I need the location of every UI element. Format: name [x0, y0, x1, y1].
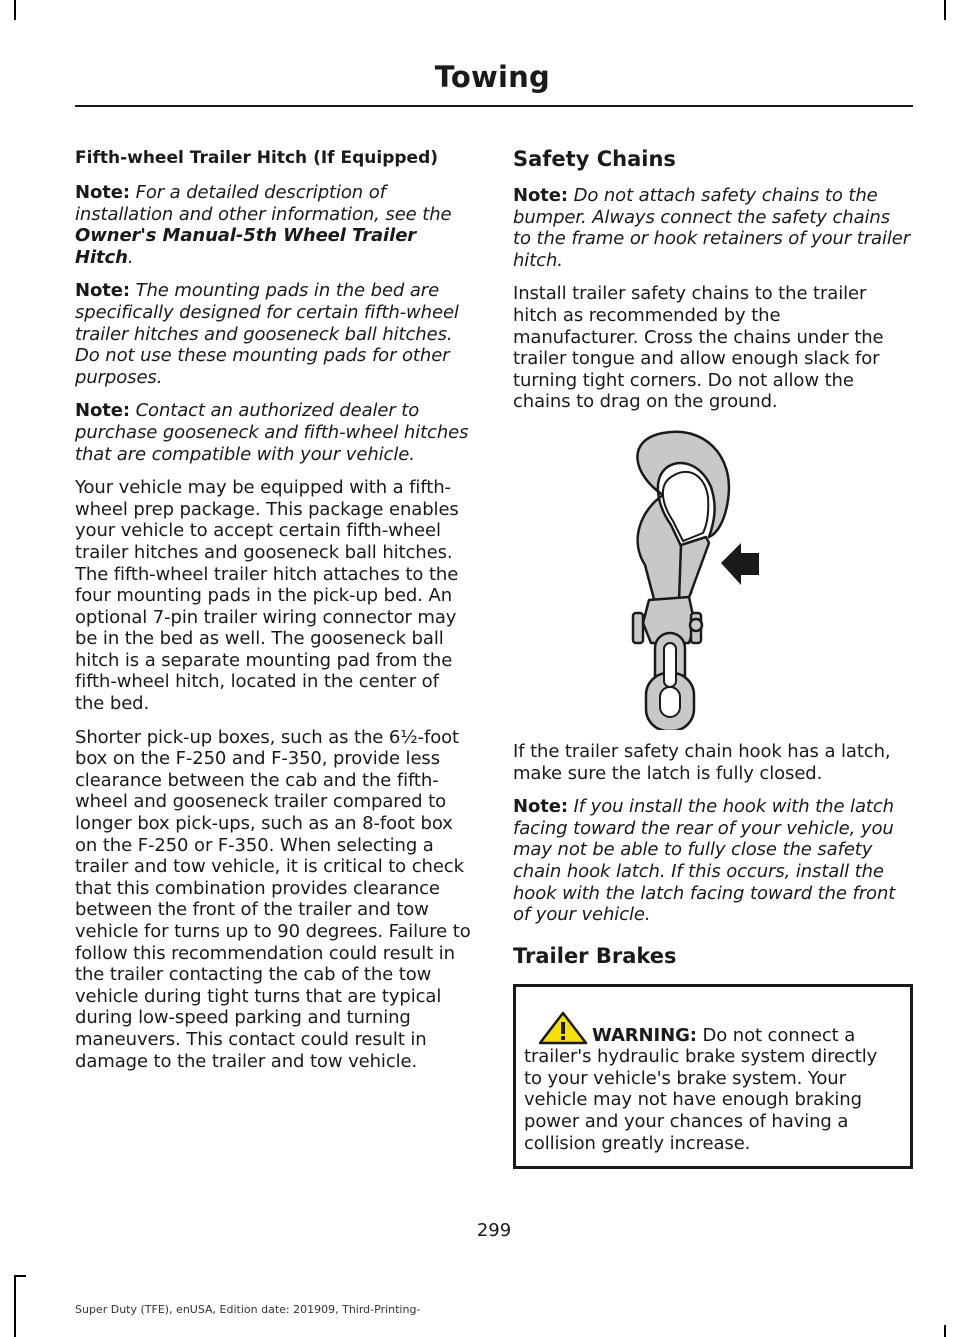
page-title: Towing: [434, 60, 550, 94]
crop-mark: [14, 0, 16, 20]
section-subheading: Fifth-wheel Trailer Hitch (If Equipped): [75, 148, 439, 168]
note-label: Note:: [75, 400, 130, 422]
body-paragraph: If the trailer safety chain hook has a latch, make sure the latch is fully closed.: [513, 740, 891, 784]
note-paragraph: [513, 796, 911, 926]
right-column: [513, 145, 911, 1169]
note-paragraph: [75, 182, 473, 268]
body-paragraph: Shorter pick-up boxes, such as the 6½-foot box on the F-250 and F-350, provide less clearance between the cab and the fifth-wheel and gooseneck trailer compared to longer box pick-ups, such as an 8-foot box on the F-250 or F-350. When selecting a trailer and tow vehicle, it is critical to check that this combination provides clearance between the front of the trailer and tow vehicle for turns up to 90 degrees. Failure to follow this recommendation could result in the trailer contacting the cab of the tow vehicle during tight turns that are typical during low-speed parking and turning maneuvers. This contact could result in damage to the trailer and tow vehicle.: [75, 726, 471, 1072]
crop-mark: [14, 1275, 16, 1337]
safety-chain-hook-icon: [513, 425, 911, 730]
warning-paragraph: [524, 1011, 896, 1155]
header-divider: [75, 105, 913, 107]
note-text: Do not attach safety chains to the bumper. Always connect the safety chains to the frame or hook retainers of your trailer hitch.: [513, 185, 911, 271]
note-label: Note:: [75, 280, 130, 302]
note-text: If you install the hook with the latch facing toward the rear of your vehicle, you may not be able to fully close the safety chain hook latch. If this occurs, install the hook with the latch facing toward the front of your vehicle.: [513, 796, 896, 926]
note-label: Note:: [75, 182, 130, 203]
crop-mark: [944, 1325, 946, 1337]
warning-triangle-icon: [538, 1011, 588, 1045]
note-label: Note:: [513, 185, 568, 206]
note-label: Note:: [513, 796, 568, 818]
page-number: 299: [476, 1220, 512, 1241]
warning-text: Do not connect a trailer's hydraulic brake system directly to your vehicle's brake system. Your vehicle may not have enough braking power and your chances of having a collision greatly increase.: [524, 1024, 878, 1154]
section-heading: Safety Chains: [513, 147, 676, 171]
crop-mark: [944, 0, 946, 20]
note-text: The mounting pads in the bed are specifically designed for certain fifth-wheel trailer hitches and gooseneck ball hitches. Do not use these mounting pads for other purposes.: [75, 280, 459, 388]
note-text: For a detailed description of installation and other information, see the: [75, 182, 452, 225]
left-column: [75, 145, 473, 1084]
note-text: Contact an authorized dealer to purchase gooseneck and fifth-wheel hitches that are compatible with your vehicle.: [75, 400, 469, 465]
note-paragraph: [75, 400, 473, 465]
crop-mark: [14, 1275, 26, 1277]
arrow-left-icon: [721, 543, 759, 585]
section-heading: Trailer Brakes: [513, 943, 677, 968]
warning-box: [513, 984, 913, 1170]
body-paragraph: Your vehicle may be equipped with a fifth-wheel prep package. This package enables your vehicle to accept certain fifth-wheel trailer hitches and gooseneck ball hitches. The fifth-wheel trailer hitch attaches to the four mounting pads in the pick-up bed. An optional 7-pin trailer wiring connector may be in the bed as well. The gooseneck ball hitch is a separate mounting pad from the fifth-wheel hitch, located in the center of the bed.: [75, 477, 459, 715]
edition-footer: Super Duty (TFE), enUSA, Edition date: 201909, Third-Printing-: [75, 1303, 421, 1316]
warning-label: WARNING:: [592, 1024, 697, 1046]
note-paragraph: [513, 185, 911, 271]
note-paragraph: [75, 280, 473, 388]
body-paragraph: Install trailer safety chains to the trailer hitch as recommended by the manufacturer. Cross the chains under the trailer tongue and allow enough slack for turning tight corners. Do not allow the chains to drag on the ground.: [513, 283, 884, 413]
manual-reference: Owner's Manual-5th Wheel Trailer Hitch: [75, 225, 417, 268]
note-text-end: .: [127, 246, 134, 268]
safety-chain-hook-figure: [513, 425, 911, 730]
